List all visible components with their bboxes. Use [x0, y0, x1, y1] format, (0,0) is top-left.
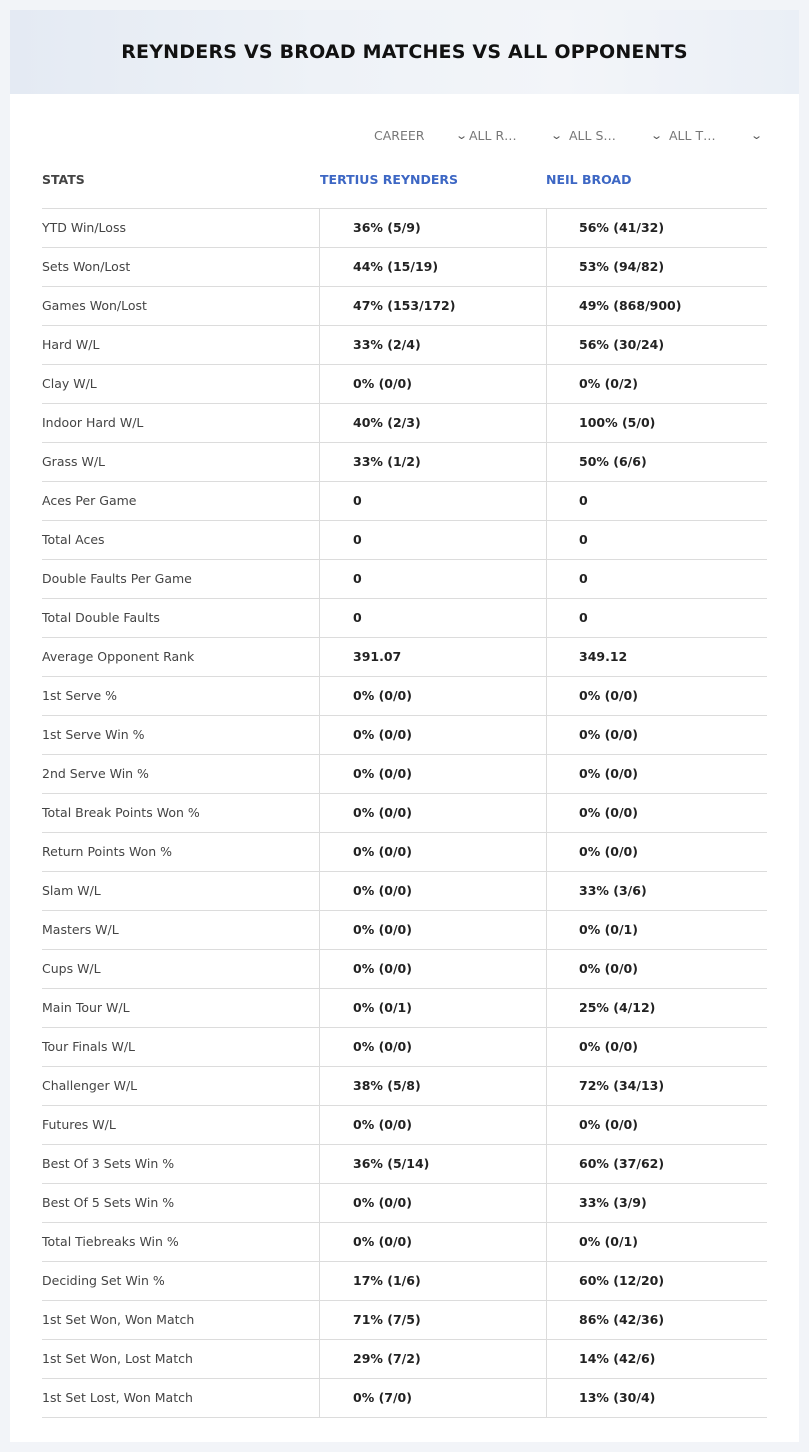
- player2-value: 50% (6/6): [546, 443, 767, 481]
- stat-label: Challenger W/L: [42, 1078, 138, 1093]
- chevron-down-icon: ⌄: [649, 129, 663, 142]
- player2-value: 0% (0/0): [546, 833, 767, 871]
- stat-label: 1st Set Won, Lost Match: [42, 1351, 193, 1366]
- player1-value: 0% (0/0): [319, 755, 546, 793]
- player1-value: 0% (0/0): [319, 1184, 546, 1222]
- player1-value: 33% (2/4): [319, 326, 546, 364]
- player2-value: 86% (42/36): [546, 1301, 767, 1339]
- stat-label: Average Opponent Rank: [42, 649, 195, 664]
- stat-label: Return Points Won %: [42, 844, 173, 859]
- stat-label: 1st Serve Win %: [42, 727, 145, 742]
- stat-label: Masters W/L: [42, 922, 119, 937]
- player1-value: 0% (0/0): [319, 794, 546, 832]
- table-row: [42, 833, 767, 872]
- stat-label: Tour Finals W/L: [42, 1039, 136, 1054]
- player2-value: 72% (34/13): [546, 1067, 767, 1105]
- player1-value: 33% (1/2): [319, 443, 546, 481]
- filter-round-value: ALL R…: [469, 128, 517, 143]
- player2-value: 0% (0/0): [546, 950, 767, 988]
- player1-value: 71% (7/5): [319, 1301, 546, 1339]
- chevron-down-icon: ⌄: [454, 129, 468, 142]
- stat-label: Total Break Points Won %: [42, 805, 200, 820]
- table-row: [42, 1184, 767, 1223]
- filter-tournament-select[interactable]: [669, 126, 761, 146]
- player2-value: 60% (37/62): [546, 1145, 767, 1183]
- stats-card: [10, 10, 799, 1442]
- stat-label: Best Of 5 Sets Win %: [42, 1195, 175, 1210]
- player1-value: 0: [319, 560, 546, 598]
- table-row: [42, 989, 767, 1028]
- table-row: [42, 911, 767, 950]
- player1-value: 0% (0/1): [319, 989, 546, 1027]
- player1-value: 0% (0/0): [319, 833, 546, 871]
- table-row: [42, 521, 767, 560]
- player2-value: 25% (4/12): [546, 989, 767, 1027]
- table-row: [42, 872, 767, 911]
- stat-label: Deciding Set Win %: [42, 1273, 165, 1288]
- player2-value: 0: [546, 521, 767, 559]
- table-row: [42, 1028, 767, 1067]
- table-row: [42, 482, 767, 521]
- table-row: [42, 794, 767, 833]
- player1-value: 38% (5/8): [319, 1067, 546, 1105]
- player2-value: 0: [546, 560, 767, 598]
- table-row: [42, 599, 767, 638]
- player2-value: 56% (41/32): [546, 209, 767, 247]
- player1-value: 36% (5/14): [319, 1145, 546, 1183]
- stat-label: 1st Serve %: [42, 688, 118, 703]
- card-header: [10, 10, 799, 94]
- table-row: [42, 638, 767, 677]
- player2-value: 14% (42/6): [546, 1340, 767, 1378]
- filter-surface-select[interactable]: [569, 126, 661, 146]
- stat-label: 2nd Serve Win %: [42, 766, 149, 781]
- stat-label: Futures W/L: [42, 1117, 116, 1132]
- table-row: [42, 755, 767, 794]
- table-row: [42, 950, 767, 989]
- filter-period-value: CAREER: [374, 128, 425, 143]
- table-row: [42, 287, 767, 326]
- player1-column-header[interactable]: TERTIUS REYNDERS: [320, 172, 459, 187]
- player1-value: 17% (1/6): [319, 1262, 546, 1300]
- stat-label: Indoor Hard W/L: [42, 415, 144, 430]
- stat-label: Main Tour W/L: [42, 1000, 130, 1015]
- player1-value: 0% (0/0): [319, 950, 546, 988]
- stat-label: Slam W/L: [42, 883, 101, 898]
- table-row: [42, 326, 767, 365]
- player1-value: 0: [319, 521, 546, 559]
- stat-label: 1st Set Lost, Won Match: [42, 1390, 193, 1405]
- player2-value: 53% (94/82): [546, 248, 767, 286]
- player1-value: 391.07: [319, 638, 546, 676]
- player2-value: 0% (0/0): [546, 716, 767, 754]
- filter-bar: [10, 126, 799, 146]
- stat-label: Cups W/L: [42, 961, 101, 976]
- player2-value: 0% (0/1): [546, 911, 767, 949]
- player2-value: 0% (0/0): [546, 677, 767, 715]
- stat-label: Clay W/L: [42, 376, 97, 391]
- filter-tournament-value: ALL T…: [669, 128, 716, 143]
- filter-period-select[interactable]: [374, 126, 466, 146]
- table-row: [42, 677, 767, 716]
- player1-value: 0% (0/0): [319, 365, 546, 403]
- player2-value: 0% (0/1): [546, 1223, 767, 1261]
- table-row: [42, 248, 767, 287]
- player2-value: 0% (0/0): [546, 755, 767, 793]
- stat-label: Grass W/L: [42, 454, 106, 469]
- table-row: [42, 404, 767, 443]
- player2-value: 349.12: [546, 638, 767, 676]
- stats-table: [42, 208, 767, 1418]
- player2-value: 33% (3/6): [546, 872, 767, 910]
- filter-round-select[interactable]: [469, 126, 561, 146]
- player1-value: 0% (0/0): [319, 872, 546, 910]
- stat-label: 1st Set Won, Won Match: [42, 1312, 195, 1327]
- stat-label: Total Aces: [42, 532, 105, 547]
- stats-column-header: STATS: [42, 172, 85, 187]
- player2-column-header[interactable]: NEIL BROAD: [546, 172, 632, 187]
- player2-value: 60% (12/20): [546, 1262, 767, 1300]
- player2-value: 49% (868/900): [546, 287, 767, 325]
- table-row: [42, 560, 767, 599]
- stat-label: Double Faults Per Game: [42, 571, 192, 586]
- table-row: [42, 443, 767, 482]
- player2-value: 0% (0/0): [546, 1028, 767, 1066]
- table-row: [42, 716, 767, 755]
- player1-value: 0: [319, 482, 546, 520]
- table-row: [42, 1106, 767, 1145]
- player2-value: 0% (0/2): [546, 365, 767, 403]
- table-row: [42, 1262, 767, 1301]
- player1-value: 0% (0/0): [319, 1106, 546, 1144]
- chevron-down-icon: ⌄: [749, 129, 763, 142]
- player2-value: 100% (5/0): [546, 404, 767, 442]
- stat-label: YTD Win/Loss: [42, 220, 126, 235]
- table-row: [42, 209, 767, 248]
- player1-value: 0% (7/0): [319, 1379, 546, 1417]
- table-row: [42, 1223, 767, 1262]
- table-row: [42, 365, 767, 404]
- player1-value: 0: [319, 599, 546, 637]
- stat-label: Hard W/L: [42, 337, 100, 352]
- player2-value: 0: [546, 482, 767, 520]
- stat-label: Total Double Faults: [42, 610, 160, 625]
- table-row: [42, 1340, 767, 1379]
- stat-label: Sets Won/Lost: [42, 259, 131, 274]
- stat-label: Total Tiebreaks Win %: [42, 1234, 179, 1249]
- chevron-down-icon: ⌄: [549, 129, 563, 142]
- stat-label: Aces Per Game: [42, 493, 137, 508]
- player2-value: 0% (0/0): [546, 794, 767, 832]
- player2-value: 0% (0/0): [546, 1106, 767, 1144]
- player1-value: 44% (15/19): [319, 248, 546, 286]
- player2-value: 56% (30/24): [546, 326, 767, 364]
- page-title: REYNDERS VS BROAD MATCHES VS ALL OPPONENTS: [121, 41, 688, 63]
- table-row: [42, 1145, 767, 1184]
- stat-label: Games Won/Lost: [42, 298, 147, 313]
- filter-surface-value: ALL S…: [569, 128, 616, 143]
- player2-value: 0: [546, 599, 767, 637]
- table-row: [42, 1379, 767, 1418]
- player1-value: 36% (5/9): [319, 209, 546, 247]
- player1-value: 29% (7/2): [319, 1340, 546, 1378]
- player2-value: 13% (30/4): [546, 1379, 767, 1417]
- player1-value: 0% (0/0): [319, 1223, 546, 1261]
- player1-value: 0% (0/0): [319, 677, 546, 715]
- player1-value: 0% (0/0): [319, 716, 546, 754]
- stat-label: Best Of 3 Sets Win %: [42, 1156, 175, 1171]
- player2-value: 33% (3/9): [546, 1184, 767, 1222]
- table-row: [42, 1301, 767, 1340]
- player1-value: 0% (0/0): [319, 911, 546, 949]
- player1-value: 40% (2/3): [319, 404, 546, 442]
- player1-value: 0% (0/0): [319, 1028, 546, 1066]
- player1-value: 47% (153/172): [319, 287, 546, 325]
- table-row: [42, 1067, 767, 1106]
